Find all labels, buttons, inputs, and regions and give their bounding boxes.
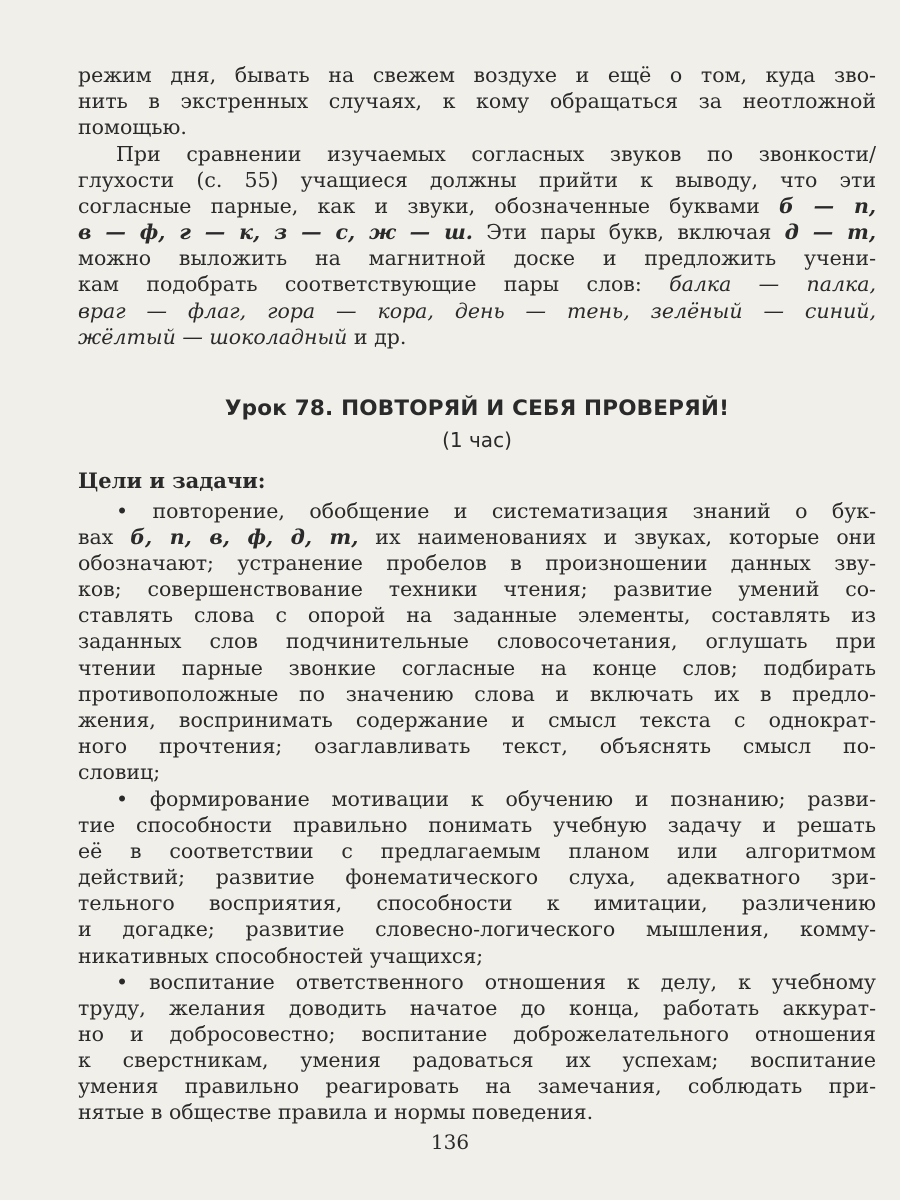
text-fragment: Эти пары букв, включая [472, 220, 785, 245]
text-fragment: их наименованиях и звуках, которые они [358, 525, 876, 550]
text-line: заданных слов подчинительные словосочетания, оглушать при [78, 629, 876, 654]
letter-pairs: д — т, [784, 220, 876, 245]
text-line: действий; развитие фонематического слуха, адекватного зри- [78, 865, 876, 890]
letter-list: б, п, в, ф, д, т, [130, 525, 359, 550]
text-line: её в соответствии с предлагаемым планом или алгоритмом [78, 839, 876, 864]
text-line [78, 193, 876, 219]
text-line: противоположные по значению слова и включать их в предло- [78, 681, 876, 706]
text-line: умения правильно реагировать на замечания, соблюдать при- [78, 1074, 876, 1099]
text-fragment: кам подобрать соответствующие пары слов: [78, 272, 670, 297]
text-line: никативных способностей учащихся; [78, 943, 484, 968]
text-line: помощью. [78, 115, 187, 140]
goals-title: Цели и задачи: [78, 468, 266, 493]
letter-pairs: б — п, [778, 194, 877, 219]
text-line: и догадке; развитие словесно-логического мышления, комму- [78, 917, 876, 942]
paragraph-comparison [78, 141, 876, 350]
text-line: чтении парные звонкие согласные на конце слов; подбирать [78, 655, 876, 680]
text-line [78, 219, 876, 245]
text-line [78, 524, 876, 550]
page-number: 136 [430, 1130, 470, 1154]
text-line: к сверстникам, умения радоваться их успехам; воспитание [78, 1048, 876, 1073]
text-line: режим дня, бывать на свежем воздухе и ещё о том, куда зво- [78, 63, 876, 87]
text-line [78, 271, 876, 297]
text-line [78, 324, 876, 350]
text-line: нятые в обществе правила и нормы поведения. [78, 1100, 594, 1125]
text-line: жения, воспринимать содержание и смысл текста с однократ- [78, 707, 876, 732]
text-line: ного прочтения; озаглавливать текст, объяснять смысл по- [78, 733, 876, 758]
text-line: тие способности правильно понимать учебную задачу и решать [78, 813, 876, 838]
text-line: • повторение, обобщение и систематизация знаний о бук- [116, 499, 876, 523]
text-line: • воспитание ответственного отношения к делу, к учебному [116, 970, 876, 994]
text-line: нить в экстренных случаях, к кому обращаться за неотложной [78, 89, 876, 114]
text-fragment: согласные парные, как и звуки, обозначенные буквами [78, 194, 779, 219]
text-line: ставлять слова с опорой на заданные элементы, составлять из [78, 603, 876, 628]
text-line: ков; совершенствование техники чтения; развитие умений со- [78, 577, 876, 602]
text-line: но и добросовестно; воспитание доброжелательного отношения [78, 1022, 876, 1047]
text-line: словиц; [78, 759, 161, 784]
letter-pairs: в — ф, г — к, з — с, ж — ш. [78, 220, 473, 245]
word-pairs: враг — флаг, гора — кора, день — тень, зелёный — синий, [78, 298, 876, 323]
text-line [78, 298, 876, 324]
lesson-title: Урок 78. ПОВТОРЯЙ И СЕБЯ ПРОВЕРЯЙ! [224, 396, 730, 421]
text-fragment: и др. [347, 324, 407, 349]
text-line: • формирование мотивации к обучению и познанию; разви- [116, 787, 876, 811]
text-line: При сравнении изучаемых согласных звуков по звонкости/ [116, 142, 876, 166]
text-fragment: вах [78, 525, 131, 550]
text-line: можно выложить на магнитной доске и предложить учени- [78, 246, 876, 271]
lesson-duration: (1 час) [442, 428, 512, 452]
word-pairs: жёлтый — шоколадный [78, 324, 348, 349]
text-line: тельного восприятия, способности к имитации, различению [78, 891, 876, 916]
goals-bullet-1 [78, 498, 876, 785]
goals-bullet-3 [78, 969, 876, 1126]
goals-bullet-2 [78, 786, 876, 969]
text-line: труду, желания доводить начатое до конца, работать аккурат- [78, 996, 876, 1021]
text-line: глухости (с. 55) учащиеся должны прийти к выводу, что эти [78, 168, 876, 193]
paragraph-intro [78, 62, 876, 140]
word-pairs: балка — палка, [669, 272, 876, 297]
text-line: обозначают; устранение пробелов в произношении данных зву- [78, 551, 876, 576]
